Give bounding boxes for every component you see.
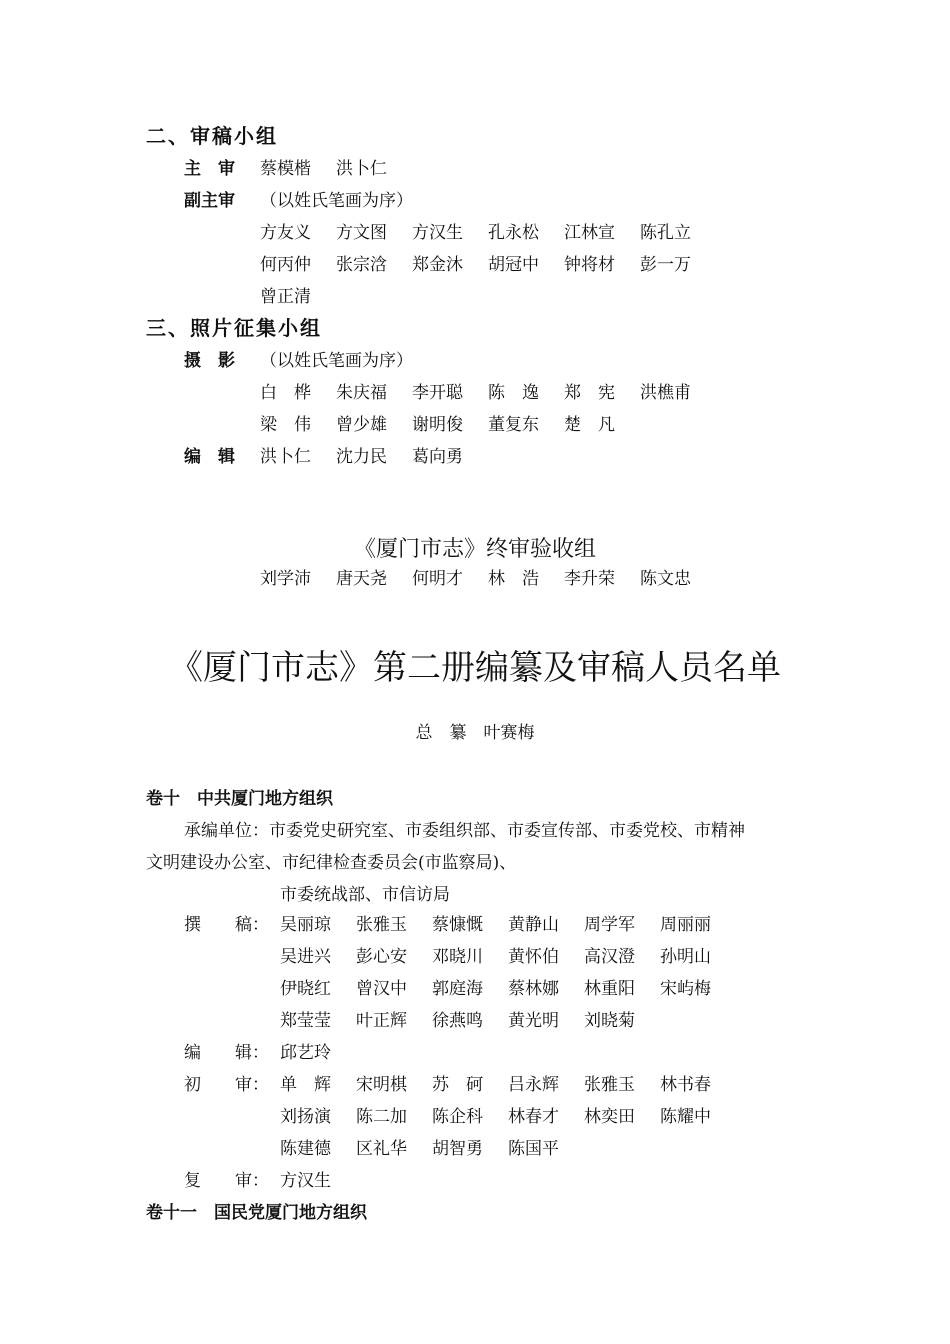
person-name: 谢明俊 (412, 415, 463, 435)
person-name: 徐燕鸣 (432, 1011, 483, 1031)
unit-label: 承编单位： (184, 821, 269, 841)
deputy-review-label: 副主审 (184, 191, 235, 211)
name-row (260, 282, 336, 307)
person-name: 彭心安 (356, 947, 407, 967)
person-name: 张宗浛 (336, 255, 387, 275)
person-name: 江林宣 (564, 223, 615, 243)
editor-label: 编 辑 (184, 447, 235, 467)
person-name: 区礼华 (356, 1139, 407, 1159)
unit-row-3: 市委统战部、市信访局 (280, 885, 450, 905)
photo-editor-row (184, 442, 488, 467)
person-name: 刘扬演 (280, 1107, 331, 1127)
person-name: 彭一万 (640, 255, 691, 275)
sort-note: （以姓氏笔画为序） (260, 351, 413, 371)
person-name: 张雅玉 (584, 1075, 635, 1095)
first-review-label: 初 审： (184, 1075, 269, 1095)
chief-editor-label: 总 纂 (415, 723, 467, 743)
person-name: 蔡林娜 (508, 979, 559, 999)
photo-label: 摄 影 (184, 351, 235, 371)
person-name: 朱庆福 (336, 383, 387, 403)
deputy-review-row (184, 186, 413, 211)
person-name: 林书春 (660, 1075, 711, 1095)
person-name: 陈耀中 (660, 1107, 711, 1127)
unit-row-2: 文明建设办公室、市纪律检查委员会(市监察局)、 (146, 853, 517, 873)
person-name: 黄静山 (508, 915, 559, 935)
person-name: 方友义 (260, 223, 311, 243)
person-name: 蔡慷慨 (432, 915, 483, 935)
person-name: 陈企科 (432, 1107, 483, 1127)
name-row (260, 250, 716, 275)
unit-text: 市委党史研究室、市委组织部、市委宣传部、市委党校、市精神 (269, 821, 745, 841)
person-name: 叶正辉 (356, 1011, 407, 1031)
person-name: 林 浩 (488, 569, 539, 589)
person-name: 苏 砢 (432, 1075, 483, 1095)
person-name: 蔡模楷 (260, 159, 311, 179)
writer-row (184, 910, 736, 935)
second-review-row (184, 1166, 356, 1191)
chief-review-label: 主 审 (184, 159, 235, 179)
person-name: 沈力民 (336, 447, 387, 467)
person-name: 伊晓红 (280, 979, 331, 999)
person-name: 孔永松 (488, 223, 539, 243)
person-name: 唐天尧 (336, 569, 387, 589)
person-name: 单 辉 (280, 1075, 331, 1095)
editor-label: 编 辑： (184, 1043, 269, 1063)
person-name: 何明才 (412, 569, 463, 589)
final-review-members (260, 564, 716, 589)
person-name: 邱艺玲 (280, 1043, 331, 1063)
person-name: 方文图 (336, 223, 387, 243)
person-name: 郑 宪 (564, 383, 615, 403)
person-name: 郭庭海 (432, 979, 483, 999)
person-name: 刘学沛 (260, 569, 311, 589)
name-row (280, 1134, 584, 1159)
person-name: 黄光明 (508, 1011, 559, 1031)
person-name: 楚 凡 (564, 415, 615, 435)
person-name: 方汉生 (280, 1171, 331, 1191)
person-name: 吴丽琼 (280, 915, 331, 935)
person-name: 葛向勇 (412, 447, 463, 467)
person-name: 林春才 (508, 1107, 559, 1127)
person-name: 陈二加 (356, 1107, 407, 1127)
person-name: 郑金沐 (412, 255, 463, 275)
person-name: 黄怀伯 (508, 947, 559, 967)
section-heading-review: 二、审稿小组 (146, 124, 278, 148)
final-review-title: 《厦门市志》终审验收组 (353, 537, 596, 562)
person-name: 陈文忠 (640, 569, 691, 589)
person-name: 胡智勇 (432, 1139, 483, 1159)
person-name: 陈建德 (280, 1139, 331, 1159)
person-name: 洪卜仁 (260, 447, 311, 467)
name-row (260, 218, 716, 243)
person-name: 刘晓菊 (584, 1011, 635, 1031)
person-name: 曾正清 (260, 287, 311, 307)
person-name: 宋明棋 (356, 1075, 407, 1095)
person-name: 胡冠中 (488, 255, 539, 275)
writer-label: 撰 稿： (184, 915, 269, 935)
person-name: 周丽丽 (660, 915, 711, 935)
person-name: 邓晓川 (432, 947, 483, 967)
person-name: 何丙仲 (260, 255, 311, 275)
person-name: 钟将材 (564, 255, 615, 275)
chief-editor-name: 叶赛梅 (483, 723, 535, 743)
person-name: 陈 逸 (488, 383, 539, 403)
person-name: 陈国平 (508, 1139, 559, 1159)
person-name: 梁 伟 (260, 415, 311, 435)
chief-editor-row (0, 718, 950, 743)
person-name: 周学军 (584, 915, 635, 935)
person-name: 曾汉中 (356, 979, 407, 999)
person-name: 白 桦 (260, 383, 311, 403)
person-name: 张雅玉 (356, 915, 407, 935)
person-name: 宋屿梅 (660, 979, 711, 999)
person-name: 吴进兴 (280, 947, 331, 967)
person-name: 郑莹莹 (280, 1011, 331, 1031)
page-title: 《厦门市志》第二册编纂及审稿人员名单 (169, 648, 781, 688)
photo-row (184, 346, 413, 371)
name-row (260, 410, 640, 435)
name-row (260, 378, 716, 403)
name-row (280, 1006, 660, 1031)
person-name: 林重阳 (584, 979, 635, 999)
person-name: 李开聪 (412, 383, 463, 403)
volume-heading-11: 卷十一 国民党厦门地方组织 (146, 1203, 367, 1223)
person-name: 林奕田 (584, 1107, 635, 1127)
name-row (280, 1102, 736, 1127)
vol10-editor-row (184, 1038, 356, 1063)
section-heading-photo: 三、照片征集小组 (146, 316, 322, 340)
name-row (280, 942, 736, 967)
person-name: 董复东 (488, 415, 539, 435)
person-name: 方汉生 (412, 223, 463, 243)
person-name: 李升荣 (564, 569, 615, 589)
second-review-label: 复 审： (184, 1171, 269, 1191)
person-name: 高汉澄 (584, 947, 635, 967)
unit-row-1 (184, 816, 745, 841)
sort-note: （以姓氏笔画为序） (260, 191, 413, 211)
name-row (280, 974, 736, 999)
person-name: 孙明山 (660, 947, 711, 967)
person-name: 曾少雄 (336, 415, 387, 435)
volume-heading-10: 卷十 中共厦门地方组织 (146, 789, 333, 809)
first-review-row (184, 1070, 736, 1095)
chief-review-row (184, 154, 412, 179)
person-name: 吕永辉 (508, 1075, 559, 1095)
person-name: 陈孔立 (640, 223, 691, 243)
person-name: 洪樵甫 (640, 383, 691, 403)
person-name: 洪卜仁 (336, 159, 387, 179)
